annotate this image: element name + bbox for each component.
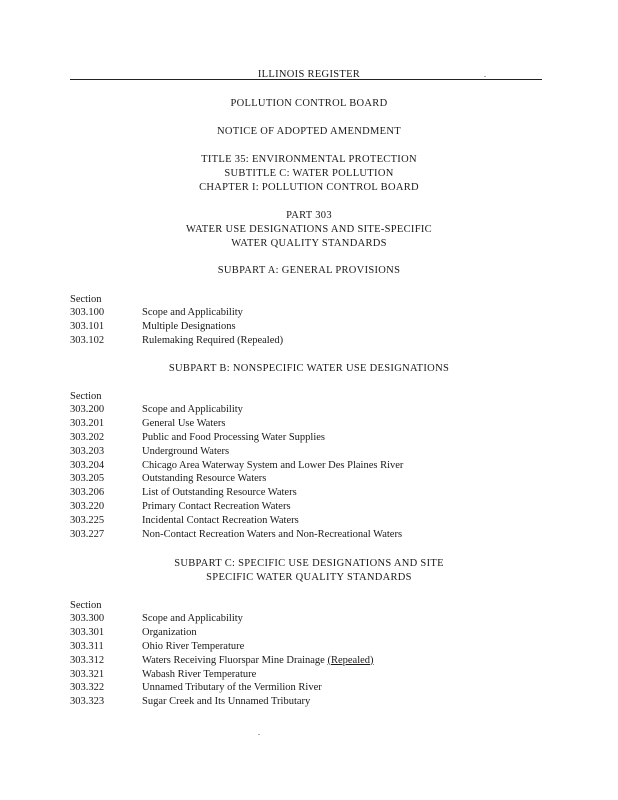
section-title: Scope and Applicability bbox=[142, 307, 243, 318]
register-title: ILLINOIS REGISTER bbox=[257, 69, 361, 80]
toc-row bbox=[70, 432, 550, 446]
subpart-c-toc bbox=[70, 613, 550, 710]
section-title: Ohio River Temperature bbox=[142, 640, 245, 652]
subpart-a-heading: SUBPART A: GENERAL PROVISIONS bbox=[217, 265, 401, 276]
section-number: 303.203 bbox=[70, 445, 105, 457]
toc-row bbox=[70, 669, 550, 683]
section-number: 303.101 bbox=[70, 320, 105, 332]
section-number: 303.311 bbox=[70, 640, 104, 652]
toc-row bbox=[70, 335, 550, 349]
toc-row bbox=[70, 641, 550, 655]
toc-row bbox=[70, 682, 550, 696]
part-title-line: WATER USE DESIGNATIONS AND SITE-SPECIFIC bbox=[186, 224, 432, 235]
toc-row bbox=[70, 307, 550, 321]
section-title: List of Outstanding Resource Waters bbox=[142, 487, 297, 499]
toc-row bbox=[70, 627, 550, 641]
section-title: Outstanding Resource Waters bbox=[142, 473, 267, 485]
section-title: Chicago Area Waterway System and Lower Des Plaines River bbox=[142, 459, 404, 471]
toc-row bbox=[70, 487, 550, 501]
part-title-line: WATER QUALITY STANDARDS bbox=[231, 238, 387, 249]
subpart-c-heading: SPECIFIC WATER QUALITY STANDARDS bbox=[206, 572, 412, 583]
section-number: 303.206 bbox=[70, 487, 105, 499]
subpart-b-heading: SUBPART B: NONSPECIFIC WATER USE DESIGNATIONS bbox=[168, 363, 450, 374]
section-number: 303.100 bbox=[70, 307, 105, 318]
section-number: 303.200 bbox=[70, 404, 105, 415]
chapter-line: CHAPTER I: POLLUTION CONTROL BOARD bbox=[199, 182, 419, 193]
section-title: Rulemaking Required (Repealed) bbox=[142, 334, 284, 346]
section-number: 303.205 bbox=[70, 473, 105, 485]
toc-row bbox=[70, 404, 550, 418]
section-number: 303.301 bbox=[70, 626, 105, 638]
section-title: Multiple Designations bbox=[142, 320, 236, 332]
section-number: 303.312 bbox=[70, 654, 105, 666]
agency-name: POLLUTION CONTROL BOARD bbox=[230, 98, 388, 109]
section-title: Organization bbox=[142, 626, 197, 638]
subtitle-line: SUBTITLE C: WATER POLLUTION bbox=[224, 168, 394, 179]
section-label: Section bbox=[70, 600, 102, 611]
toc-row bbox=[70, 613, 550, 627]
section-title: Incidental Contact Recreation Waters bbox=[142, 515, 299, 527]
subpart-b-toc bbox=[70, 404, 550, 543]
footer-mark: . bbox=[258, 728, 260, 737]
section-label: Section bbox=[70, 391, 102, 402]
section-title: Unnamed Tributary of the Vermilion River bbox=[142, 682, 322, 694]
header-mark: . bbox=[484, 70, 486, 79]
section-title: Underground Waters bbox=[142, 445, 230, 457]
section-title: General Use Waters bbox=[142, 417, 226, 429]
section-title: Scope and Applicability bbox=[142, 613, 243, 624]
section-title: Sugar Creek and Its Unnamed Tributary bbox=[142, 696, 311, 708]
repealed-mark: (Repealed) bbox=[327, 654, 374, 666]
toc-row bbox=[70, 460, 550, 474]
section-title: Wabash River Temperature bbox=[142, 668, 257, 680]
section-number: 303.321 bbox=[70, 668, 105, 680]
section-title: Scope and Applicability bbox=[142, 404, 243, 415]
section-title: Non-Contact Recreation Waters and Non-Recreational Waters bbox=[142, 529, 403, 541]
section-title: Public and Food Processing Water Supplies bbox=[142, 431, 325, 443]
section-number: 303.300 bbox=[70, 613, 105, 624]
toc-row bbox=[70, 473, 550, 487]
section-number: 303.201 bbox=[70, 417, 105, 429]
toc-row bbox=[70, 515, 550, 529]
toc-row bbox=[70, 321, 550, 335]
toc-row bbox=[70, 655, 550, 669]
section-number: 303.227 bbox=[70, 529, 105, 541]
part-number: PART 303 bbox=[286, 210, 332, 221]
header-rule bbox=[70, 79, 542, 80]
section-number: 303.202 bbox=[70, 431, 105, 443]
section-number: 303.220 bbox=[70, 501, 105, 513]
toc-row bbox=[70, 418, 550, 432]
toc-row bbox=[70, 529, 550, 543]
section-number: 303.225 bbox=[70, 515, 105, 527]
section-title-text: Waters Receiving Fluorspar Mine Drainage bbox=[142, 654, 325, 666]
subpart-c-heading: SUBPART C: SPECIFIC USE DESIGNATIONS AND SITE bbox=[174, 558, 444, 569]
section-number: 303.322 bbox=[70, 682, 105, 694]
toc-row bbox=[70, 696, 550, 710]
section-title bbox=[142, 655, 550, 669]
toc-row bbox=[70, 446, 550, 460]
section-title: Primary Contact Recreation Waters bbox=[142, 501, 291, 513]
toc-row bbox=[70, 501, 550, 515]
subpart-a-toc bbox=[70, 307, 550, 349]
notice-title: NOTICE OF ADOPTED AMENDMENT bbox=[217, 126, 401, 137]
section-label: Section bbox=[70, 294, 102, 305]
title-line: TITLE 35: ENVIRONMENTAL PROTECTION bbox=[201, 154, 417, 165]
section-number: 303.102 bbox=[70, 334, 105, 346]
section-number: 303.204 bbox=[70, 459, 105, 471]
section-number: 303.323 bbox=[70, 696, 105, 708]
